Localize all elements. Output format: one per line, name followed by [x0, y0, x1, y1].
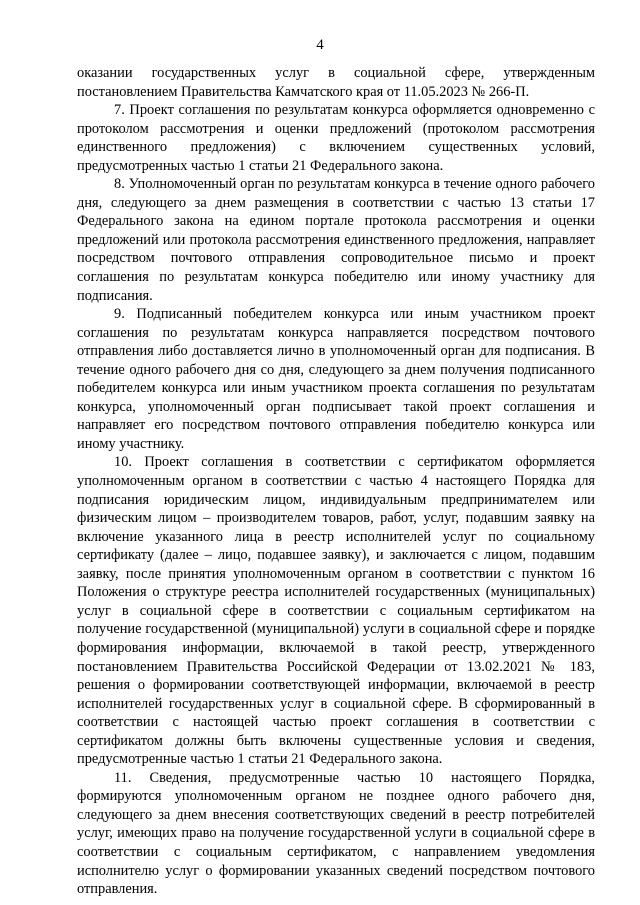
- page-number: 4: [316, 37, 324, 53]
- paragraph-item-9: 9. Подписанный победителем конкурса или иным участником проект соглашения по результатам конкурса направляется посредством почтового отправления либо доставляется лично в уполномоченный орган для подписания. В течение одного рабочего дня со дня, следующего за днем получения подписанного победителем конкурса или иным участником проекта соглашения по результатам конкурса, уполномоченный орган подписывает такой проект соглашения и направляет его посредством почтового отправления победителю конкурса или иному участнику.: [77, 306, 595, 452]
- paragraph-item-11: 11. Сведения, предусмотренные частью 10 настоящего Порядка, формируются уполномоченным органом не позднее одного рабочего дня, следующего за днем внесения соответствующих сведений в реестр потребителей услуг, имеющих право на получение государственной услуги в социальной сфере в соответствии с социальным сертификатом, с направлением уведомления исполнителю услуг о формировании указанных сведений посредством почтового отправления.: [77, 769, 595, 898]
- paragraph-item-7: 7. Проект соглашения по результатам конкурса оформляется одновременно с протоколом рассмотрения и оценки предложений (протоколом рассмотрения единственного предложения) с включением существенных условий, предусмотренных частью 1 статьи 21 Федерального закона.: [77, 102, 595, 174]
- document-body: [77, 64, 595, 899]
- paragraph-item-10: 10. Проект соглашения в соответствии с сертификатом оформляется уполномоченным органом в соответствии с частью 4 настоящего Порядка для подписания юридическим лицом, индивидуальным предпринимателем или физическим лицом – производителем товаров, работ, услуг, подавшим заявку на включение указанного лица в реестр исполнителей услуг по социальному сертификату (далее – лицо, подавшее заявку), и заключается с лицом, подавшим заявку, после принятия уполномоченным органом в соответствии с пунктом 16 Положения о структуре реестра исполнителей государственных (муниципальных) услуг в социальной сфере в соответствии с социальным сертификатом на получение государственной (муниципальной) услуги в социальной сфере и порядке формирования информации, включаемой в такой реестр, утвержденного постановлением Правительства Российской Федерации от 13.02.2021 № 183, решения о формировании соответствующей информации, включаемой в реестр исполнителей государственных услуг в социальной сфере. В сформированный в соответствии с настоящей частью проект соглашения в соответствии с сертификатом должны быть включены существенные условия и сведения, предусмотренные частью 1 статьи 21 Федерального закона.: [77, 454, 595, 768]
- paragraph-item-8: 8. Уполномоченный орган по результатам конкурса в течение одного рабочего дня, следующего за днем размещения в соответствии с частью 13 статьи 17 Федерального закона на едином портале протокола рассмотрения и оценки предложений или протокола рассмотрения единственного предложения, направляет посредством почтового отправления сопроводительное письмо и проект соглашения по результатам конкурса победителю или иному участнику для подписания.: [77, 176, 595, 304]
- paragraph-continuation: оказании государственных услуг в социальной сфере, утвержденным постановлением Правительства Камчатского края от 11.05.2023 № 266-П.: [77, 65, 595, 100]
